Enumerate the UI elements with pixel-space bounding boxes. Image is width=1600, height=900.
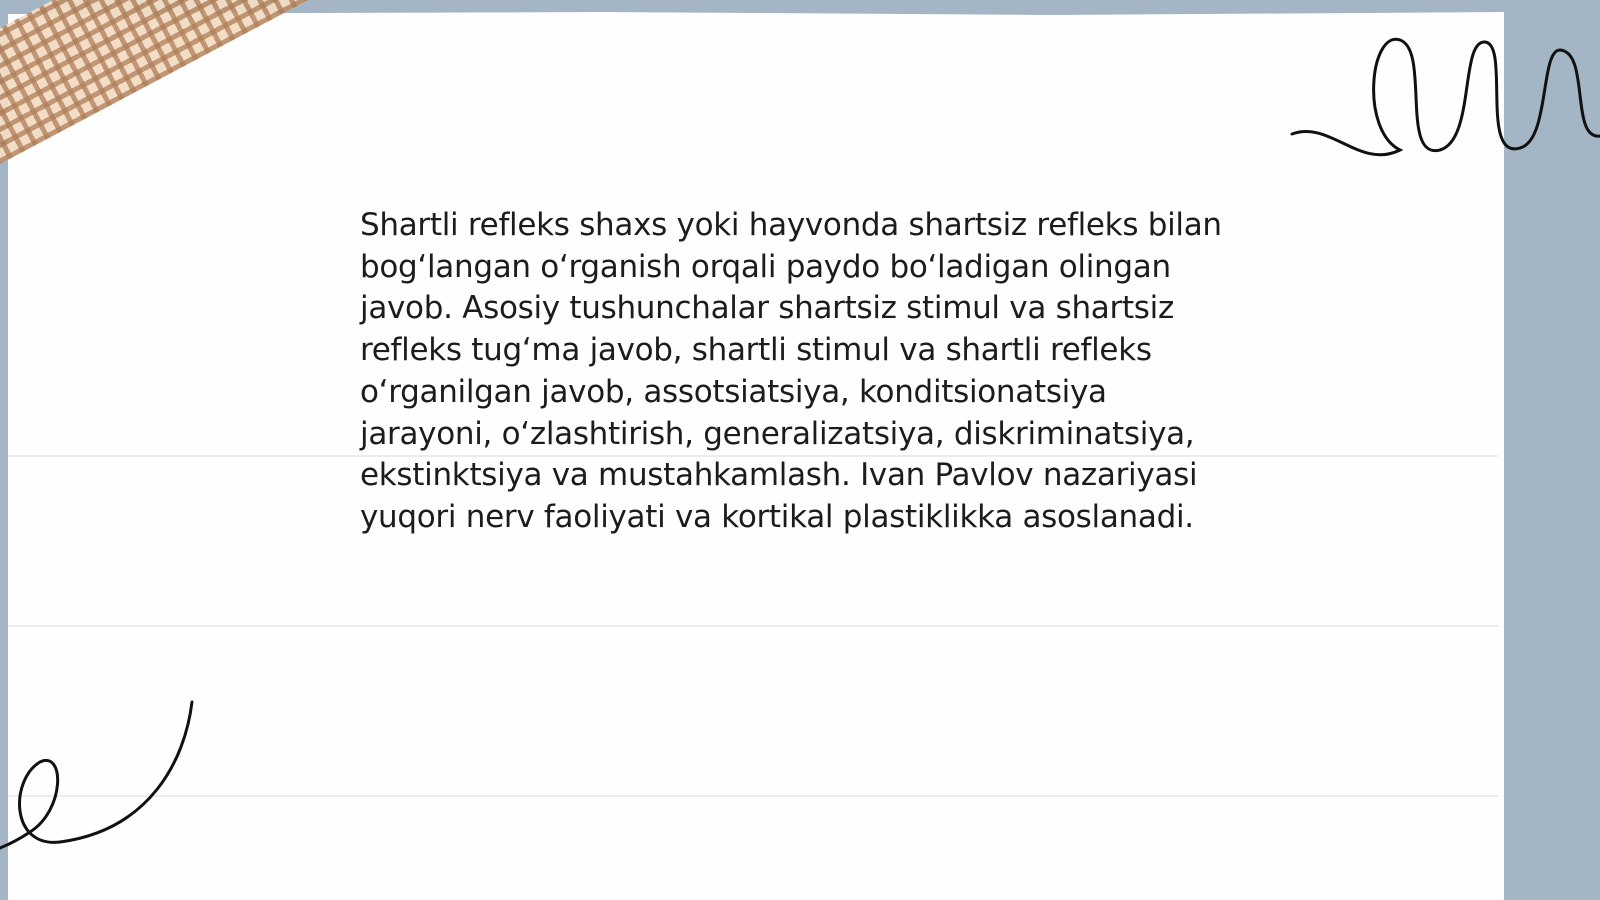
curl-scribble-icon bbox=[0, 700, 200, 850]
paper-rule-line bbox=[8, 795, 1498, 797]
paper-rule-line bbox=[8, 625, 1498, 627]
slide-body-text: Shartli refleks shaxs yoki hayvonda shartsiz refleks bilan bog‘langan o‘rganish orqali paydo bo‘ladigan olingan javob. Asosiy tushunchalar shartsiz stimul va shartsiz refleks tug‘ma javob, shartli stimul va shartli refleks o‘rganilgan javob, assotsiatsiya, konditsionatsiya jarayoni, o‘zlashtirish, generalizatsiya, diskriminatsiya, ekstinktsiya va mustahkamlash. Ivan Pavlov nazariyasi yuqori nerv faoliyati va kortikal plastiklikka asoslanadi. bbox=[360, 207, 1222, 535]
loop-scribble-icon bbox=[1290, 30, 1600, 170]
